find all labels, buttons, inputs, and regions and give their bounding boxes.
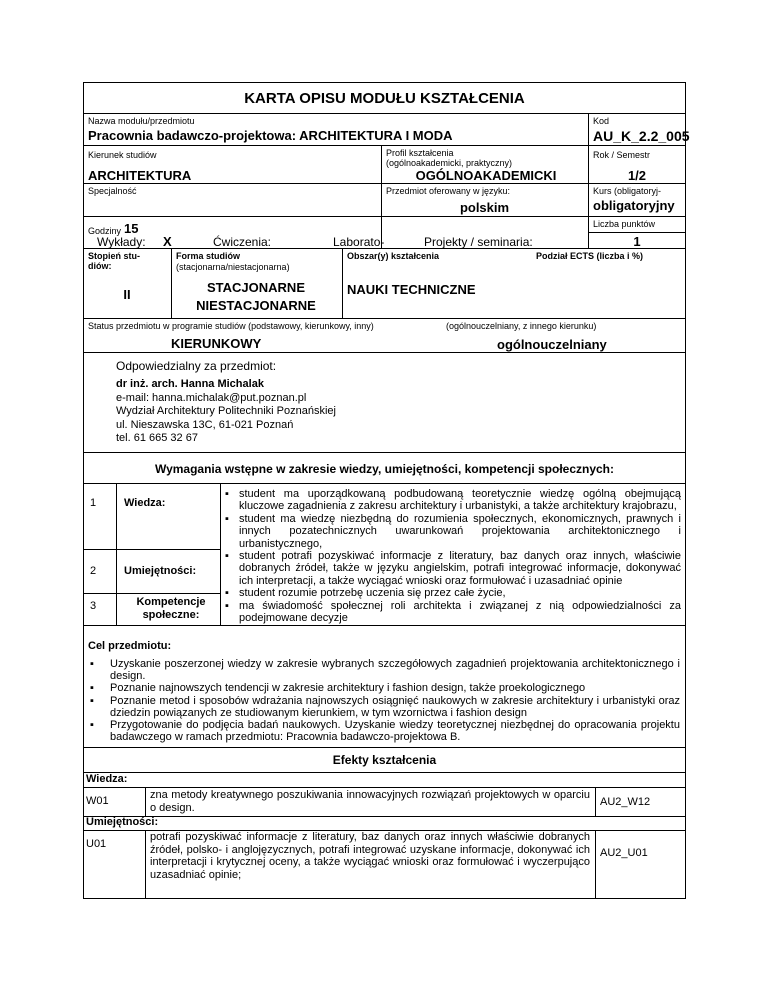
goal-title: Cel przedmiotu: [88,640,172,652]
profile-label: Profil kształcenia (ogólnoakademicki, praktyczny) [386,148,513,168]
goal-item: ▪ Uzyskanie poszerzonej wiedzy w zakresie wybranych szczegółowych zagadnień projektowania architektonicznego i design. [90,658,680,682]
divider [83,352,686,353]
divider [83,549,220,550]
divider [83,216,686,217]
requirement-item: ▪ student potrafi pozyskiwać informacje z literatury, baz danych oraz innych, właściwie dobranych źródeł, także w języku angielskim, potrafi integrować informacje, dokonywać ich interpretacji, a także wyciągać wnioski oraz formułować i uzasadniać opinie [225,550,681,587]
req-label-2: Umiejętności: [124,565,197,577]
status-value: KIERUNKOWY [171,336,262,351]
responsible-block [116,378,336,446]
profile-value: OGÓLNOAKADEMICKI [415,168,557,183]
requirement-item: ▪ student rozumie potrzebę uczenia się przez całe życie, [225,587,681,599]
divider [83,747,686,748]
skills-label: Umiejętności: [86,816,159,828]
divider [116,483,117,625]
divider [83,625,686,626]
page-title: KARTA OPISU MODUŁU KSZTAŁCENIA [244,90,525,107]
divider [342,248,343,318]
effect-code-w01: W01 [86,795,109,807]
form-sublabel: (stacjonarna/niestacjonarna) [176,262,290,272]
area-value: NAUKI TECHNICZNE [347,282,476,297]
divider [145,830,146,899]
lectures-value: X [163,234,172,249]
requirements-title: Wymagania wstępne w zakresie wiedzy, umiejętności, kompetencji społecznych: [154,462,615,476]
effect-code-u01: U01 [86,838,107,850]
divider [83,483,686,484]
code-label: Kod [593,116,610,126]
course-value: obligatoryjny [593,198,675,213]
lectures-label: Wykłady: [97,235,146,249]
divider [595,830,596,899]
divider [83,248,686,249]
divider [145,787,146,816]
divider [83,816,686,817]
module-code: AU_K_2.2_005 [593,128,690,144]
divider [83,772,686,773]
divider [83,452,686,453]
language-value: polskim [459,200,510,215]
ects-label: Podział ECTS (liczba i %) [536,251,644,261]
year-label: Rok / Semestr [593,150,651,160]
req-label-3: Kompetencje społeczne: [136,596,206,621]
form-stationary: STACJONARNE [207,280,305,295]
status-value-2: ogólnouczelniany [497,337,607,352]
module-name-label: Nazwa modułu/przedmiotu [88,116,195,126]
divider [83,113,686,114]
req-num-1: 1 [90,497,97,509]
divider [220,483,221,625]
divider [83,183,686,184]
effects-title: Efekty kształcenia [332,753,437,767]
responsible-address: ul. Nieszawska 13C, 61-021 Poznań [116,418,294,431]
responsible-label: Odpowiedzialny za przedmiot: [116,359,277,373]
requirement-item: ▪ student ma uporządkowaną podbudowaną teoretycznie wiedzę ogólną obejmującą kluczowe zagadnienia z zakresu architektury i urbanistyki, a także architektury krajobrazu, [225,488,681,513]
specialty-label: Specjalność [88,186,137,196]
direction-label: Kierunek studiów [88,150,157,160]
divider [83,593,220,594]
language-label: Przedmiot oferowany w języku: [386,186,511,196]
exercises-label: Ćwiczenia: [213,235,272,249]
projects-label: Projekty / seminaria: [424,235,533,249]
responsible-faculty: Wydział Architektury Politechniki Poznańskiej [116,405,336,417]
points-value: 1 [633,234,641,249]
req-label-1: Wiedza: [124,497,166,509]
req-num-2: 2 [90,565,97,577]
goal-item: ▪ Przygotowanie do podjęcia badań naukowych. Uzyskanie wiedzy teoretycznej niezbędnej do opracowania projektu badawczego w ramach przedmiotu: Pracownia badawczo-projektowa B. [90,719,680,743]
lab-label: Laborato- [333,235,385,249]
knowledge-label: Wiedza: [86,773,128,785]
requirement-item: ▪ student ma wiedzę niezbędną do rozumienia społecznych, ekonomicznych, prawnych i innych pozatechnicznych uwarunkowań projektowania architektonicznego i urbanistycznego, [225,513,681,550]
responsible-name: dr inż. arch. Hanna Michalak [116,378,264,390]
goal-item: ▪ Poznanie najnowszych tendencji w zakresie architektury i fashion design, także proekologicznego [90,682,680,694]
divider [83,318,686,319]
requirement-item: ▪ ma świadomość społecznej roli architekta i związanej z nią odpowiedzialności za podejmowane decyzje [225,600,681,625]
req-num-3: 3 [90,600,97,612]
hours-value: 15 [124,221,139,236]
year-value: 1/2 [627,168,647,183]
module-name: Pracownia badawczo-projektowa: ARCHITEKTURA I MODA [88,128,453,143]
effect-ref-w01: AU2_W12 [600,796,651,808]
area-label: Obszar(y) kształcenia [347,251,440,261]
responsible-email: e-mail: hanna.michalak@put.poznan.pl [116,391,307,404]
form-label: Forma studiów [176,251,241,261]
effect-ref-u01: AU2_U01 [600,847,648,859]
divider [381,145,382,248]
points-label: Liczba punktów [593,219,656,229]
effect-text-u01: potrafi pozyskiwać informacje z literatury, baz danych oraz innych właściwie dobranych źródeł, polsko- i anglojęzycznych, potrafi integrować uzyskane informacje, dokonywać ich interpretacji i krytycznej oceny, a także wyciągać wnioski oraz formułować i wyczerpująco uzasadniać opinie; [150,831,590,882]
goal-list [90,658,680,743]
requirements-list [225,488,681,624]
responsible-phone: tel. 61 665 32 67 [116,432,198,444]
level-value: II [123,287,131,302]
goal-item: ▪ Poznanie metod i sposobów wdrażania najnowszych osiągnięć naukowych w zakresie architektury i urbanistyki oraz dziedzin powiązanych ze studiowanym kierunkiem, w tym wzornictwa i fashion design [90,695,680,719]
divider [588,232,686,233]
effect-text-w01: zna metody kreatywnego poszukiwania innowacyjnych rozwiązań projektowych w oparciu o design. [150,789,590,814]
form-nonstationary: NIESTACJONARNE [196,298,316,313]
divider [83,145,686,146]
divider [595,787,596,816]
level-label: Stopień stu- diów: [88,251,140,271]
hours-label: Godziny [88,226,122,236]
status-label: Status przedmiotu w programie studiów (podstawowy, kierunkowy, inny) [88,321,374,331]
course-label: Kurs (obligatoryj- [593,186,662,196]
status-label-2: (ogólnouczelniany, z innego kierunku) [446,321,597,331]
direction-value: ARCHITEKTURA [88,168,192,183]
